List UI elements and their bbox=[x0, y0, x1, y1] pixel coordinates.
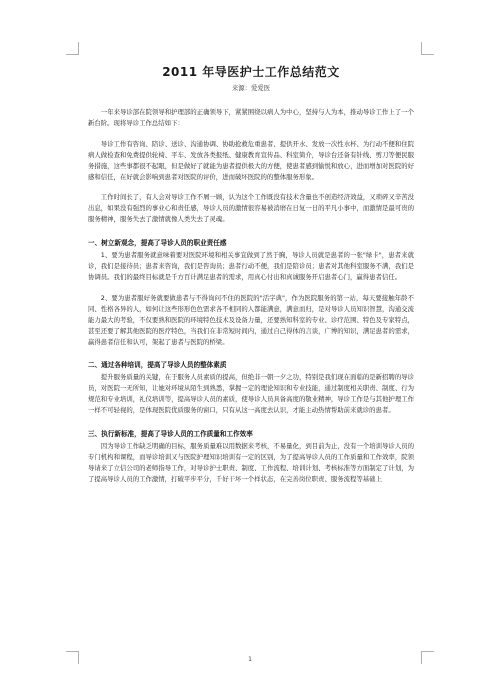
crop-mark-top-right bbox=[421, 42, 434, 55]
document-source: 来源：爱爱医 bbox=[231, 84, 271, 92]
section-heading-2: 二、通过各种培训，提高了导诊人员的整体素质 bbox=[88, 361, 227, 370]
section-heading-3: 三、执行新标准，提高了导诊人员的工作质量和工作效率 bbox=[88, 430, 253, 439]
section-1-paragraph-2: 2、要为患者服好务就要做患者与不得询问不住的医院的"活字典"，作为医院服务的第一站，每天要接触年龄不同、性格各异的人，如何让这些形形色色需求各不相同的人都能满意，满意而归，是对导诊人员知识智慧，沟通交流能力最大的考验，不仅要熟和医院的环境特色技术及设备力量，还要熟知科室的专业、诊疗范围、特色及专家特点，甚至还要了解其他医院的医疗特色，当我们在非常短时间内，通过自己得体的言谈，广博的知识，满足患者的需求，赢得患者信任和认可，架起了患者与医院的桥梁。 bbox=[88, 293, 414, 346]
intro-paragraph: 一年来导诊部在院领导和护理部的正确领导下，紧紧围绕以病人为中心，坚持与人为本，推动导诊工作上了一个新台阶。现将导诊工作总结如下： bbox=[88, 108, 414, 127]
paragraph-services: 导诊工作有咨询、陪诊、送诊、沟通协调、协助抢救危重患者、提供开水、发放一次性水杯、为行动不便和住院病人做检查和免费提供轮椅、平车、发放各类报纸、健康教育宣传品、科室简介，导诊台还备有针线、剪刀等便民服务措施，这些事都很不起眼，但是做好了就能为患者提供极大的方便，使患者感到愉悦和放心，进而增加对医院的好感和信任，在好就会影响到患者对医院的评价，进而破坏医院的的整体服务形象。 bbox=[88, 139, 414, 181]
section-1-paragraph-1: 1、要为患者服务就意味着要对医院环境和相关事宜做到了然于胸，导诊人员就是患者的一张"绿卡"，患者来就诊，我们是接待员；患者来咨询，我们是咨询员；患者行动不便，我们是陪诊员；患者对其他科室服务不满，我们是协调员。我们的最终目标就是千方百计满足患者的需求，用真心付出和真诚服务开启患者心门，赢得患者信任。 bbox=[88, 251, 414, 281]
document-body bbox=[88, 64, 414, 485]
section-2-paragraph-1: 提升服务质量的关键，在于服务人员素质的提高，但绝非一朝一夕之功，特别是我们现在面临的是新招聘的导诊员，对医院一无所知，让她对环境从陌生到熟悉，掌握一定的理论知识和专业技能，通过制度相关职责、制度、行为规范和专业培训，礼仪培训等，提高导诊人员的素质，使导诊人员具备高度的敬业精神，导诊工作是与其他护理工作一样不可轻视的，是体现医院优质服务的窗口，只有从这一高度去认识，才能主动热情帮助前来就诊的患者。 bbox=[88, 373, 414, 415]
page-number: 1 bbox=[248, 656, 252, 663]
section-3-paragraph-1: 因为导诊工作缺乏明确的目标，服务质量难以用数据来考核，不易量化，到目前为止，没有一个培训导诊人员的专门机构和课程，而导诊培训又与医院护理知识培训有一定的区别，为了提高导诊人员的工作质量和工作效率，院领导请来了立信公司的老师指导工作，对导诊护士职责、制度、工作流程、培训计划、考核标准等方面制定了计划，为了提高导诊人员的工作激情，打破平步平分，千好干坏一个样状态，在完善岗位职责、服务流程等基础上 bbox=[88, 442, 414, 483]
crop-mark-top-left bbox=[66, 42, 79, 55]
paragraph-motivation: 工作时间长了，有人会对导诊工作不屑一顾，认为这个工作既没有技术含量也不创造经济效益，又琐碎又辛苦没出息，如果没有强烈的事业心和责任感，导诊人员的激情很容易被消磨在日复一日的平凡小事中，而激情是最可贵的服务精神，服务失去了激情就像人类失去了灵魂。 bbox=[88, 193, 414, 224]
section-heading-1: 一、树立新观念，提高了导诊人员的职业责任感 bbox=[88, 239, 227, 248]
document-title: 2011 年导医护士工作总结范文 bbox=[162, 65, 340, 79]
